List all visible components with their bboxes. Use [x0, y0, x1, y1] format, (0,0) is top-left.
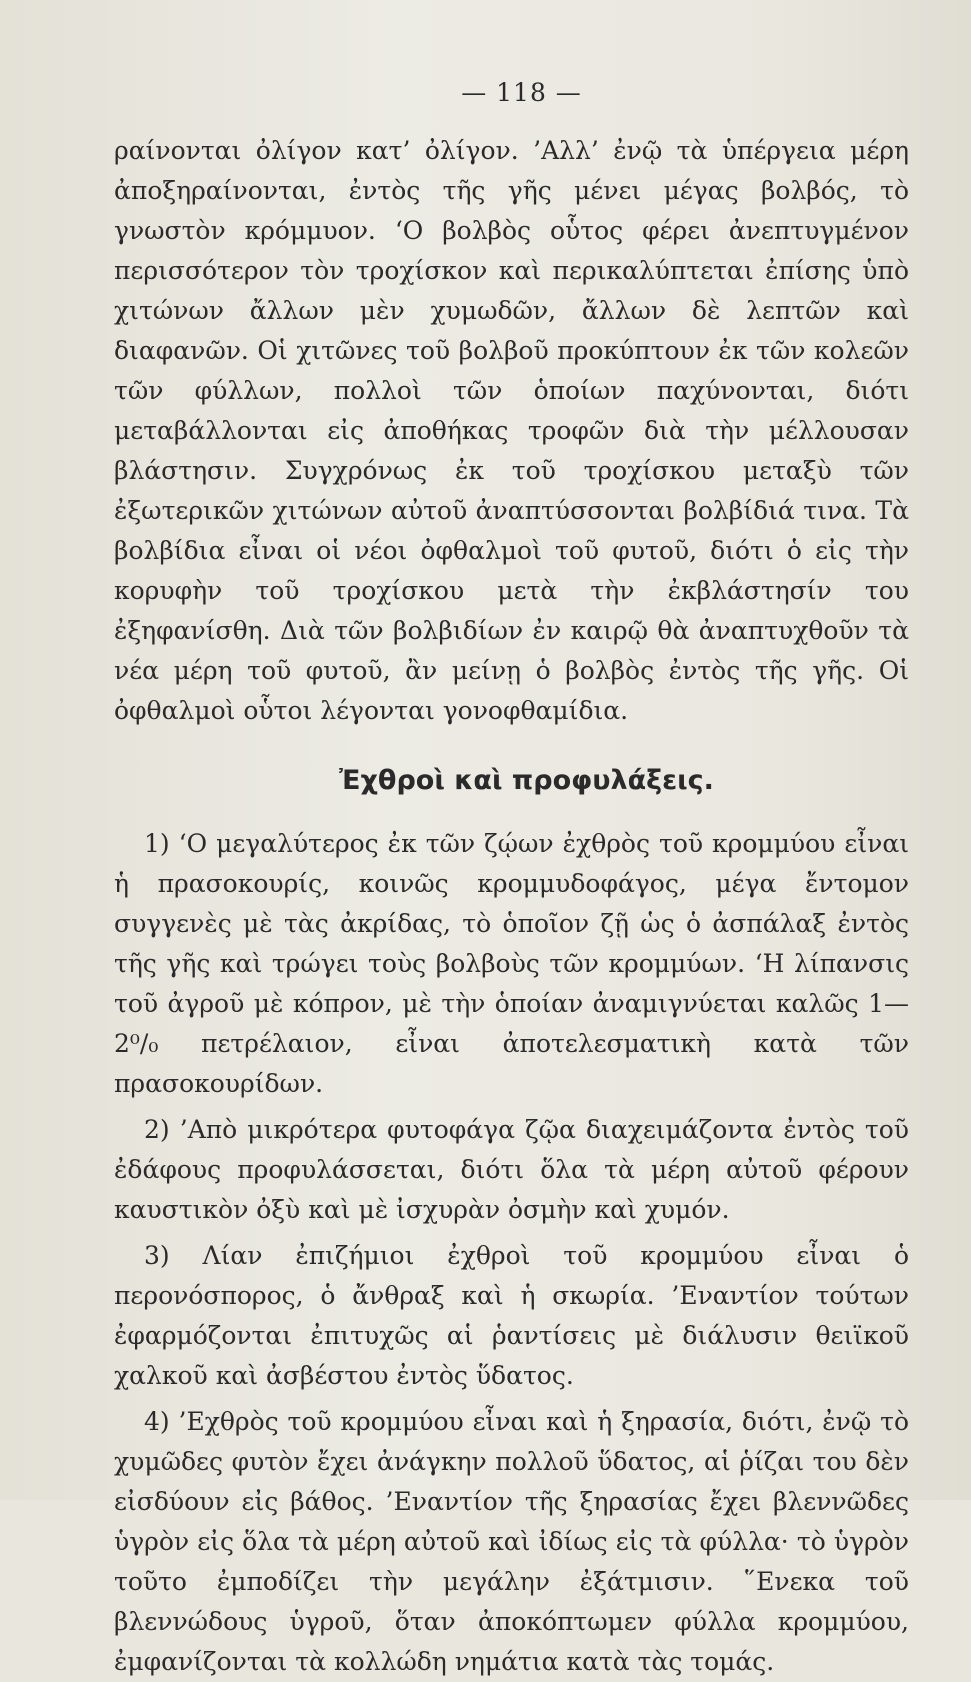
list-item-3: 3) Λίαν ἐπιζήμιοι ἐχθροὶ τοῦ κρομμύου εἶναι ὁ περονόσπορος, ὁ ἄνθραξ καὶ ἡ σκωρία. ’Εναντίον τούτων ἐφαρμόζονται ἐπιτυχῶς αἱ ῥαντίσεις μὲ διάλυσιν θειϊκοῦ χαλκοῦ καὶ ἀσβέστου ἐντὸς ὕδατος. [114, 1241, 909, 1390]
list-item-4: 4) ’Εχθρὸς τοῦ κρομμύου εἶναι καὶ ἡ ξηρασία, διότι, ἐνῷ τὸ χυμῶδες φυτὸν ἔχει ἀνάγκην πολλοῦ ὕδατος, αἱ ῥίζαι του δὲν εἰσδύουν εἰς βάθος. ’Εναντίον τῆς ξηρασίας ἔχει βλεννῶδες ὑγρὸν εἰς ὅλα τὰ μέρη αὐτοῦ καὶ ἰδίως εἰς τὰ φύλλα· τὸ ὑγρὸν τοῦτο ἐμποδίζει τὴν μεγάλην ἐξάτμισιν. ῞Ενεκα τοῦ βλεννώδους ὑγροῦ, ὅταν ἀποκόπτωμεν φύλλα κρομμύου, ἐμφανίζονται τὰ κολλώδη νημάτια κατὰ τὰς τομάς. [114, 1407, 909, 1676]
section-heading: Ἐχθροὶ καὶ προφυλάξεις. [339, 765, 714, 796]
intro-paragraph: ραίνονται ὀλίγον κατ’ ὀλίγον. ’Αλλ’ ἐνῷ τὰ ὑπέργεια μέρη ἀποξηραίνονται, ἐντὸς τῆς γῆς μένει μέγας βολβός, τὸ γνωστὸν κρόμμυον. ‘Ο βολβὸς οὗτος φέρει ἀνεπτυγμένον περισσότερον τὸν τροχίσκον καὶ περικαλύπτεται ἐπίσης ὑπὸ χιτώνων ἄλλων μὲν χυμωδῶν, ἄλλων δὲ λεπτῶν καὶ διαφανῶν. Οἱ χιτῶνες τοῦ βολβοῦ προκύπτουν ἐκ τῶν κολεῶν τῶν φύλλων, πολλοὶ τῶν ὁποίων παχύνονται, διότι μεταβάλλονται εἰς ἀποθήκας τροφῶν διὰ τὴν μέλλουσαν βλάστησιν. Συγχρόνως ἐκ τοῦ τροχίσκου μεταξὺ τῶν ἐξωτερικῶν χιτώνων αὐτοῦ ἀναπτύσσονται βολβίδιά τινα. Τὰ βολβίδια εἶναι οἱ νέοι ὀφθαλμοὶ τοῦ φυτοῦ, διότι ὁ εἰς τὴν κορυφὴν τοῦ τροχίσκου μετὰ τὴν ἐκβλάστησίν του ἐξηφανίσθη. Διὰ τῶν βολβιδίων ἐν καιρῷ θὰ ἀναπτυχθοῦν τὰ νέα μέρη τοῦ φυτοῦ, ἂν μείνῃ ὁ βολβὸς ἐντὸς τῆς γῆς. Οἱ ὀφθαλμοὶ οὗτοι λέγονται γονοφθαμίδια. [114, 136, 909, 725]
list-item-2: 2) ’Απὸ μικρότερα φυτοφάγα ζῷα διαχειμάζοντα ἐντὸς τοῦ ἐδάφους προφυλάσσεται, διότι ὅλα τὰ μέρη αὐτοῦ φέρουν καυστικὸν ὀξὺ καὶ μὲ ἰσχυρὰν ὀσμὴν καὶ χυμόν. [114, 1115, 909, 1224]
list-item-1: 1) ‘Ο μεγαλύτερος ἐκ τῶν ζῴων ἐχθρὸς τοῦ κρομμύου εἶναι ἡ πρασοκουρίς, κοινῶς κρομμυδοφάγος, μέγα ἔντομον συγγενὲς μὲ τὰς ἀκρίδας, τὸ ὁποῖον ζῇ ὡς ὁ ἀσπάλαξ ἐντὸς τῆς γῆς καὶ τρώγει τοὺς βολβοὺς τῶν κρομμύων. ‘Η λίπανσις τοῦ ἀγροῦ μὲ κόπρον, μὲ τὴν ὁποίαν ἀναμιγνύεται καλῶς 1—2⁰/₀ πετρέλαιον, εἶναι ἀποτελεσματικὴ κατὰ τῶν πρασοκουρίδων. [114, 829, 909, 1098]
page-number: — 118 — [461, 78, 582, 107]
